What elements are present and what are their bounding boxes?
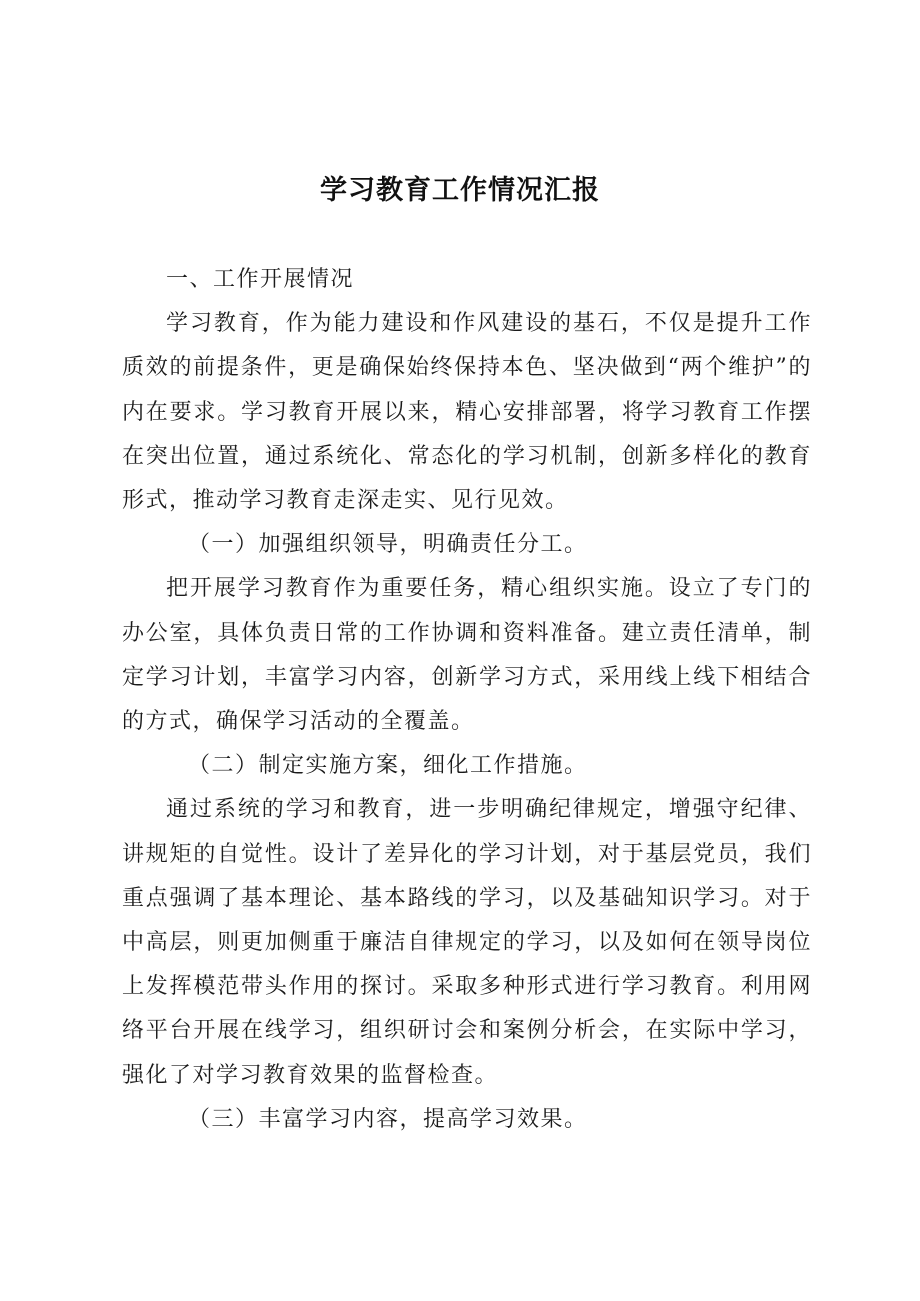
subsection-heading-2: （二）制定实施方案，细化工作措施。 — [188, 753, 588, 779]
paragraph-subsection-2: 通过系统的学习和教育，进一步明确纪律规定，增强守纪律、讲规矩的自觉性。设计了差异化的学习计划，对于基层党员，我们重点强调了基本理论、基本路线的学习，以及基础知识学习。对于中高层，则更加侧重于廉洁自律规定的学习，以及如何在领导岗位上发挥模范带头作用的探讨。采取多种形式进行学习教育。利用网络平台开展在线学习，组织研讨会和案例分析会，在实际中学习，强化了对学习教育效果的监督检查。 — [122, 797, 812, 1088]
subsection-heading-3: （三）丰富学习内容，提高学习效果。 — [188, 1106, 588, 1132]
paragraph-intro: 学习教育，作为能力建设和作风建设的基石，不仅是提升工作质效的前提条件，更是确保始终保持本色、坚决做到“两个维护”的内在要求。学习教育开展以来，精心安排部署，将学习教育工作摆在突出位置，通过系统化、常态化的学习机制，创新多样化的教育形式，推动学习教育走深走实、见行见效。 — [122, 311, 812, 514]
section-heading: 一、工作开展情况 — [166, 267, 355, 292]
document-title: 学习教育工作情况汇报 — [320, 175, 600, 206]
paragraph-subsection-1: 把开展学习教育作为重要任务，精心组织实施。设立了专门的办公室，具体负责日常的工作协调和资料准备。建立责任清单，制定学习计划，丰富学习内容，创新学习方式，采用线上线下相结合的方式，确保学习活动的全覆盖。 — [122, 576, 812, 735]
document-body — [122, 258, 812, 1142]
subsection-heading-1: （一）加强组织领导，明确责任分工。 — [188, 532, 588, 558]
